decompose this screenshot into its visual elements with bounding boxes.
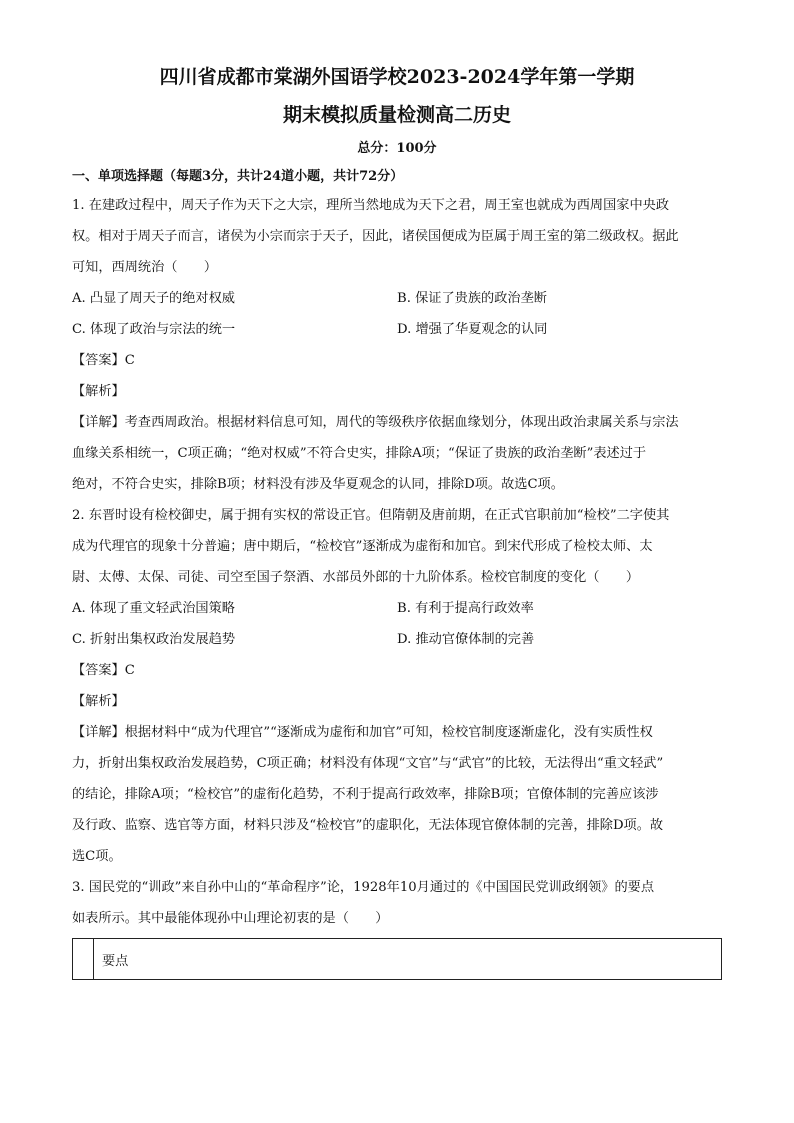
q2-stem-line: 2. 东晋时设有检校御史，属于拥有实权的常设正官。但隋朝及唐前期，在正式官职前加“检校”二字使其 (72, 508, 670, 523)
question-2 (72, 500, 722, 872)
q2-detail-line: 及行政、监察、选官等方面，材料只涉及“检校官”的虚职化，无法体现官僚体制的完善，排除D项。故 (72, 818, 664, 833)
q1-option-c: C. 体现了政治与宗法的统一 (72, 322, 236, 337)
q1-stem-line: 权。相对于周天子而言，诸侯为小宗而宗于天子，因此，诸侯国便成为臣属于周王室的第二级政权。据此 (72, 229, 679, 244)
q2-answer: 【答案】C (72, 663, 135, 678)
q2-options-row-2 (72, 624, 722, 655)
q1-analysis-label: 【解析】 (72, 384, 125, 399)
q1-option-b: B. 保证了贵族的政治垄断 (397, 291, 547, 306)
q1-option-d: D. 增强了华夏观念的认同 (397, 322, 548, 337)
q2-options-row-1 (72, 593, 722, 624)
q3-points-table (72, 938, 722, 980)
q2-option-b: B. 有利于提高行政效率 (397, 601, 534, 616)
q3-stem-line: 如表所示。其中最能体现孙中山理论初衷的是（ ） (72, 911, 389, 926)
q1-options-row-2 (72, 314, 722, 345)
q1-detail-line: 绝对，不符合史实，排除B项；材料没有涉及华夏观念的认同，排除D项。故选C项。 (72, 477, 564, 492)
q2-detail-line: 【详解】根据材料中“成为代理官”“逐渐成为虚衔和加官”可知，检校官制度逐渐虚化，没有实质性权 (72, 725, 653, 740)
total-score: 总分：100分 (357, 141, 437, 156)
q1-detail-line: 【详解】考查西周政治。根据材料信息可知，周代的等级秩序依据血缘划分，体现出政治隶属关系与宗法 (72, 415, 679, 430)
q2-option-c: C. 折射出集权政治发展趋势 (72, 632, 236, 647)
question-3 (72, 872, 722, 980)
q2-option-d: D. 推动官僚体制的完善 (397, 632, 535, 647)
q2-stem-line: 成为代理官的现象十分普遍；唐中期后，“检校官”逐渐成为虚衔和加官。到宋代形成了检校太师、太 (72, 539, 653, 554)
exam-page (72, 62, 722, 980)
q1-answer: 【答案】C (72, 353, 135, 368)
q1-stem-line: 可知，西周统治（ ） (72, 260, 218, 275)
question-1 (72, 190, 722, 500)
table-row (73, 939, 722, 980)
table-header-cell: 要点 (94, 939, 722, 980)
exam-title-line1: 四川省成都市棠湖外国语学校2023-2024学年第一学期 (159, 66, 635, 88)
q2-detail-line: 选C项。 (72, 849, 122, 864)
q2-option-a: A. 体现了重文轻武治国策略 (72, 601, 235, 616)
q2-analysis-label: 【解析】 (72, 694, 125, 709)
table-cell-empty (73, 939, 94, 980)
q1-detail-line: 血缘关系相统一，C项正确；“绝对权威”不符合史实，排除A项；“保证了贵族的政治垄断”表述过于 (72, 446, 647, 461)
q1-option-a: A. 凸显了周天子的绝对权威 (72, 291, 235, 306)
q2-detail-line: 力，折射出集权政治发展趋势，C项正确；材料没有体现“文官”与“武官”的比较，无法得出“重文轻武” (72, 756, 664, 771)
section-heading: 一、单项选择题（每题3分，共计24道小题，共计72分） (72, 169, 404, 184)
q3-stem-line: 3. 国民党的“训政”来自孙中山的“革命程序”论，1928年10月通过的《中国国民党训政纲领》的要点 (72, 880, 655, 895)
q1-stem-line: 1. 在建政过程中，周天子作为天下之大宗，理所当然地成为天下之君，周王室也就成为西周国家中央政 (72, 198, 670, 213)
q2-detail-line: 的结论，排除A项；“检校官”的虚衔化趋势，不利于提高行政效率，排除B项；官僚体制的完善应该涉 (72, 787, 659, 802)
q2-stem-line: 尉、太傅、太保、司徒、司空至国子祭酒、水部员外郎的十九阶体系。检校官制度的变化（ ） (72, 570, 640, 585)
exam-title-line2: 期末模拟质量检测高二历史 (282, 104, 511, 126)
q1-options-row-1 (72, 283, 722, 314)
